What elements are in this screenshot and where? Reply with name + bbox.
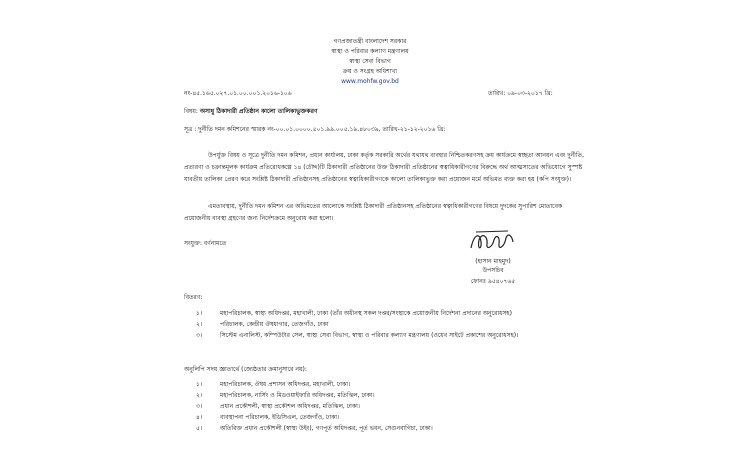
reference <box>184 126 445 134</box>
distribution-num-2: ২। <box>196 321 203 328</box>
distribution-item-1: মহাপরিচালক, স্বাস্থ্য অধিদপ্তর, মহাখালী, ঢাকা (তাঁর অধীনস্থ সকল দপ্তর/সংস্থাকে প্রয়োজনীয় নির্দেশনা প্রদানের অনুরোধসহ) <box>220 310 512 317</box>
copy-num-1: ১। <box>196 381 203 388</box>
copy-item-4: ব্যবস্থাপনা পরিচালক, ইডিসিএল, তেজগাঁও, ঢাকা। <box>220 414 340 421</box>
distribution-num-1: ১। <box>196 310 203 317</box>
memo-date: তারিখ: ০৯-০৩-২০১৭ খ্রি: <box>488 90 553 97</box>
copy-item-2: মহাপরিচালক, নার্সিং ও মিডওয়াইফারি অধিদপ্তর, মতিঝিল, ঢাকা। <box>220 392 375 399</box>
signature-image <box>468 226 516 256</box>
copy-item-3: প্রধান প্রকৌশলী, স্বাস্থ্য প্রকৌশল অধিদপ্তর, মতিঝিল, ঢাকা। <box>220 403 360 410</box>
body-paragraph-2: এমতাবস্থায়, দুর্নীতি দমন কমিশন এর অভিমতের আলোকে সংশ্লিষ্ট ঠিকাদারী প্রতিষ্ঠানসহ প্রতিষ্ঠানের স্বত্বাধিকারীগণের বিষয়ে দুদকের সুপারিশ মোতাবেক প্রয়োজনীয় ব্যবস্থা গ্রহণের জন্য নির্দেশক্রমে অনুরোধ করা হলো। <box>184 203 563 222</box>
copy-item-1: মহাপরিচালক, ঔষধ প্রশাসন অধিদপ্তর, মহাখালী, ঢাকা। <box>220 381 351 388</box>
memo-number: নং-৪৫.১৬৫.০২৭.০১.০০.০০১.২০১৬-১০৬ <box>184 90 292 97</box>
distribution-item-3: সিস্টেম এনালিস্ট, কম্পিউটার সেল, স্বাস্থ্য সেবা বিভাগ, স্বাস্থ্য ও পরিবার কল্যাণ মন্ত্রণালয় (ওয়েব সাইটে প্রকাশের অনুরোধসহ)। <box>220 332 519 339</box>
header-ministry: স্বাস্থ্য ও পরিবার কল্যাণ মন্ত্রণালয় <box>331 48 409 55</box>
subject <box>184 108 318 116</box>
subject-label: বিষয়: <box>184 108 198 115</box>
header-website[interactable]: www.mohfw.gov.bd <box>341 78 399 85</box>
header-branch: ক্রয় ও সংগ্রহ অধিশাখা <box>342 68 398 75</box>
subject-text: অসাধু ঠিকাদারী প্রতিষ্ঠান কালো তালিকাভুক্তকরণ <box>199 108 318 115</box>
header-division: স্বাস্থ্য সেবা বিভাগ <box>349 58 391 65</box>
distribution-num-3: ৩। <box>196 332 203 339</box>
enclosure: সংযুক্ত: বর্ণনামতে <box>184 240 227 247</box>
signatory-phone: ফোনঃ ৯৫৪০৭৬৫ <box>470 278 516 285</box>
reference-label: সূত্র : <box>184 126 197 133</box>
body-paragraph-1: উপর্যুক্ত বিষয় ও সূত্রে দুর্নীতি দমন কমিশন, প্রধান কার্যালয়, ঢাকা কর্তৃক সরকারি অর্থের যথাযথ ব্যবহার নিশ্চিতকরণসহ ক্রয় কার্যক্রমে স্বচ্ছতা আনয়ন এবং দুর্নীতি, প্রতারণা ও চক্রান্তমূলক কার্যক্রম প্রতিরোধকল্পে ১৪ (চৌদ্দ)টি ঠিকাদারী প্রতিষ্ঠানের উক্ত ঠিকাদারী প্রতিষ্ঠানের স্বত্বাধিকারীগণের বিরুদ্ধে অর্থ আত্মসাতের অভিযোগে সুস্পষ্ট যাবতীয় তালিকা প্রেরণ করে সংশ্লিষ্ট ঠিকাদারী প্রতিষ্ঠানসহ প্রতিষ্ঠানের স্বত্বাধিকারীগণকে কালো তালিকাভুক্ত করা প্রয়োজন মর্মে অভিমত ব্যক্ত করা হয় (কপি সংযুক্ত)। <box>184 152 584 183</box>
distribution-title: বিতরণ: <box>184 294 203 301</box>
signatory-designation: উপসচিব <box>482 267 504 274</box>
copy-title: অনুলিপি সদয় জ্ঞাতার্থে (জ্যেষ্ঠতার ক্রমানুসারে নয়): <box>184 366 307 373</box>
copy-item-5: অতিরিক্ত প্রধান প্রকৌশলী (স্বাস্থ্য উইং), গণপূর্ত অধিদপ্তর, পূর্ত ভবন, সেগুনবাগিচা, ঢাকা। <box>220 425 433 432</box>
signatory-name: (হাসান মাহমুদ) <box>475 258 511 265</box>
copy-num-3: ৩। <box>196 403 203 410</box>
copy-num-2: ২। <box>196 392 203 399</box>
copy-num-4: ৪। <box>196 414 203 421</box>
copy-num-5: ৫। <box>196 425 203 432</box>
header-government: গণপ্রজাতন্ত্রী বাংলাদেশ সরকার <box>333 38 407 45</box>
reference-text: দুর্নীতি দমন কমিশনের স্মারক নং-০০.০১.০০০০.৫০১.৯৯.০০৫.১৯.৪৮০৩৯, তারিখ-২১-১২-২০১৬ খ্রি: <box>198 126 446 133</box>
distribution-item-2: পরিচালক, কেন্দ্রীয় ঔষধাগার, তেজগাঁও, ঢাকা <box>220 321 329 328</box>
